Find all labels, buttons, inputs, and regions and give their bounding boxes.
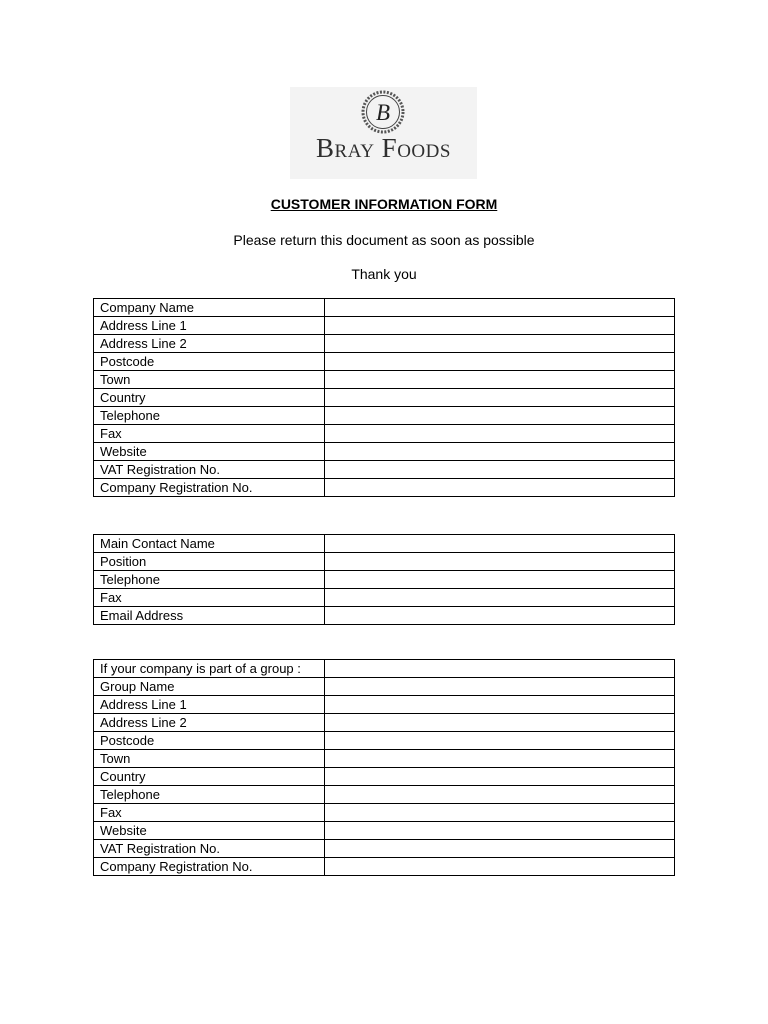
form-row bbox=[94, 407, 675, 425]
field-value-cell[interactable] bbox=[325, 840, 675, 858]
field-label: Telephone bbox=[94, 407, 325, 425]
field-value-cell[interactable] bbox=[325, 317, 675, 335]
field-value-cell[interactable] bbox=[325, 804, 675, 822]
form-row bbox=[94, 589, 675, 607]
form-row bbox=[94, 858, 675, 876]
field-label: Company Registration No. bbox=[94, 858, 325, 876]
field-label: Group Name bbox=[94, 678, 325, 696]
company-logo bbox=[290, 87, 477, 179]
field-label: Address Line 2 bbox=[94, 335, 325, 353]
field-label: Fax bbox=[94, 804, 325, 822]
form-row bbox=[94, 389, 675, 407]
form-row bbox=[94, 678, 675, 696]
field-value-cell[interactable] bbox=[325, 353, 675, 371]
form-row bbox=[94, 425, 675, 443]
field-value-cell[interactable] bbox=[325, 299, 675, 317]
field-value-cell[interactable] bbox=[325, 660, 675, 678]
field-label: Website bbox=[94, 443, 325, 461]
field-value-cell[interactable] bbox=[325, 371, 675, 389]
field-label: Address Line 1 bbox=[94, 696, 325, 714]
field-label: Main Contact Name bbox=[94, 535, 325, 553]
field-label: Telephone bbox=[94, 571, 325, 589]
field-label: Town bbox=[94, 371, 325, 389]
form-row bbox=[94, 553, 675, 571]
form-row bbox=[94, 335, 675, 353]
field-value-cell[interactable] bbox=[325, 461, 675, 479]
form-row bbox=[94, 804, 675, 822]
form-title: CUSTOMER INFORMATION FORM bbox=[270, 196, 498, 212]
monogram-letter: B bbox=[375, 100, 391, 125]
field-label: Telephone bbox=[94, 786, 325, 804]
field-value-cell[interactable] bbox=[325, 535, 675, 553]
field-value-cell[interactable] bbox=[325, 696, 675, 714]
field-value-cell[interactable] bbox=[325, 607, 675, 625]
company-details-table bbox=[93, 298, 675, 497]
field-value-cell[interactable] bbox=[325, 425, 675, 443]
field-value-cell[interactable] bbox=[325, 678, 675, 696]
field-value-cell[interactable] bbox=[325, 714, 675, 732]
form-row bbox=[94, 732, 675, 750]
field-value-cell[interactable] bbox=[325, 571, 675, 589]
field-label: Position bbox=[94, 553, 325, 571]
field-label: Postcode bbox=[94, 732, 325, 750]
field-value-cell[interactable] bbox=[325, 589, 675, 607]
group-details-table bbox=[93, 659, 675, 876]
form-row bbox=[94, 299, 675, 317]
monogram-emblem-icon bbox=[361, 90, 405, 134]
form-row bbox=[94, 696, 675, 714]
field-label: Address Line 1 bbox=[94, 317, 325, 335]
field-value-cell[interactable] bbox=[325, 443, 675, 461]
field-label: Postcode bbox=[94, 353, 325, 371]
form-row bbox=[94, 786, 675, 804]
field-label: Website bbox=[94, 822, 325, 840]
field-value-cell[interactable] bbox=[325, 822, 675, 840]
form-row bbox=[94, 768, 675, 786]
form-row bbox=[94, 822, 675, 840]
field-label: Town bbox=[94, 750, 325, 768]
field-value-cell[interactable] bbox=[325, 750, 675, 768]
field-label: Address Line 2 bbox=[94, 714, 325, 732]
form-row bbox=[94, 535, 675, 553]
field-label: VAT Registration No. bbox=[94, 840, 325, 858]
return-instruction: Please return this document as soon as possible bbox=[233, 232, 535, 248]
form-row bbox=[94, 371, 675, 389]
field-value-cell[interactable] bbox=[325, 732, 675, 750]
field-label: Email Address bbox=[94, 607, 325, 625]
field-value-cell[interactable] bbox=[325, 786, 675, 804]
field-label: Fax bbox=[94, 425, 325, 443]
form-row bbox=[94, 353, 675, 371]
thank-you-note: Thank you bbox=[351, 266, 417, 282]
field-value-cell[interactable] bbox=[325, 389, 675, 407]
field-label: If your company is part of a group : bbox=[94, 660, 325, 678]
form-row bbox=[94, 443, 675, 461]
field-value-cell[interactable] bbox=[325, 407, 675, 425]
form-row bbox=[94, 840, 675, 858]
form-row bbox=[94, 714, 675, 732]
form-row bbox=[94, 571, 675, 589]
field-label: Country bbox=[94, 768, 325, 786]
field-label: Fax bbox=[94, 589, 325, 607]
field-value-cell[interactable] bbox=[325, 479, 675, 497]
form-row bbox=[94, 660, 675, 678]
brand-name: Bray Foods bbox=[316, 133, 451, 163]
form-row bbox=[94, 479, 675, 497]
field-label: Company Name bbox=[94, 299, 325, 317]
form-row bbox=[94, 317, 675, 335]
field-value-cell[interactable] bbox=[325, 768, 675, 786]
form-row bbox=[94, 461, 675, 479]
form-row bbox=[94, 607, 675, 625]
field-value-cell[interactable] bbox=[325, 553, 675, 571]
field-label: Company Registration No. bbox=[94, 479, 325, 497]
main-contact-table bbox=[93, 534, 675, 625]
field-value-cell[interactable] bbox=[325, 335, 675, 353]
form-row bbox=[94, 750, 675, 768]
field-value-cell[interactable] bbox=[325, 858, 675, 876]
field-label: VAT Registration No. bbox=[94, 461, 325, 479]
field-label: Country bbox=[94, 389, 325, 407]
